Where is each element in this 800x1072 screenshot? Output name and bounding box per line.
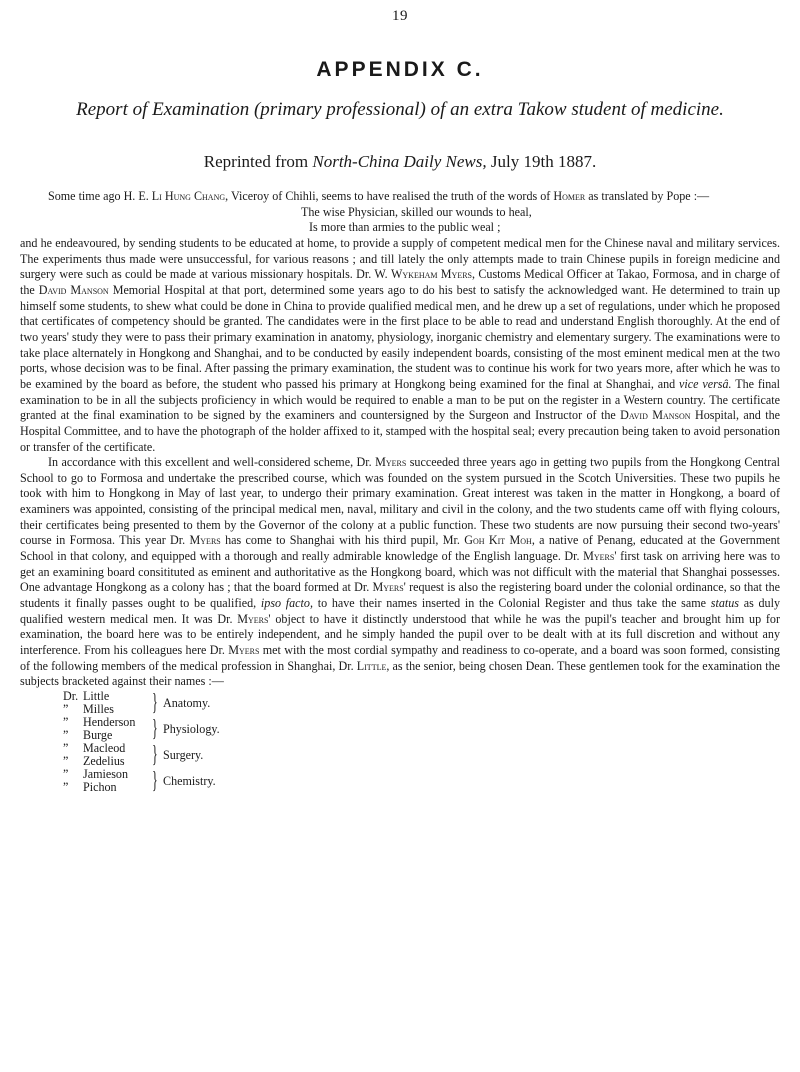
- examiner-name: Jamieson: [83, 767, 129, 781]
- examiner-name: Henderson: [83, 715, 136, 729]
- text-span: and he endeavoured, by sending students to be educated at home, to provide a supply of competent medical men for the Chinese naval and military services. The experiments thus made were unsuccessful, for various reasons ; and till lately the only attempts made to train Chinese pupils in foreign medicine and surgery were such as could be made at various missionary hospitals. Dr. W.: [20, 235, 780, 282]
- person-name: David Manson: [620, 408, 691, 423]
- person-name: Myers': [583, 549, 617, 564]
- examiner-prefix: ”: [63, 780, 69, 794]
- person-name: Wykeham Myers: [390, 267, 473, 282]
- text-span: succeeded three years ago in getting two pupils from the Hongkong Central School to go to Formosa and undertake the prescribed course, which was founded on the system pursued in the Scotch Universities. These two pupils he took with him to Hongkong in May of last year, to undergo their primary examination. Great interest was taken in the matter in Hongkong, a board of examiners was appointed, consisting of the principal medical men, naval, military and civil in the colony, and the two students came off with flying colours, their certificates being presented to them by the Governor of the colony at a public function. These two students are now pursuing their second two-years' course in Formosa. This year Dr.: [20, 455, 780, 548]
- examiner-names: [63, 716, 149, 742]
- text-span: as duly qualified western medical men. It was Dr.: [20, 596, 781, 626]
- examiner-group: [63, 742, 780, 768]
- brace-icon: }: [152, 716, 158, 742]
- latin-phrase: vice versâ.: [679, 376, 732, 391]
- person-name: Goh Kit Moh: [464, 533, 532, 548]
- person-name: Myers': [237, 611, 271, 626]
- person-name: David Manson: [38, 282, 109, 297]
- brace-icon: }: [152, 768, 158, 794]
- page-number: 19: [392, 8, 408, 24]
- examiner-group: [63, 690, 780, 716]
- text-span: first task on arriving here was to get an examining board consitituted as eminent and authoritative as the Hongkong board, which was not difficult with the material that Shanghai possesses. One advantage Hongkong as a colony has ; that the board formed at Dr.: [20, 549, 780, 595]
- report-title: Report of Examination (primary professional) of an extra Takow student of medicine.: [76, 99, 724, 120]
- person-name: Li Hung Chang: [151, 189, 226, 203]
- latin-phrase: status: [710, 596, 739, 611]
- text-span: Hospital, and the Hospital Committee, and to have the photograph of the holder affixed to it, stamped with the hospital seal; every precaution being taken to avoid personation or transfer of the certificate.: [20, 408, 780, 454]
- examiner-list: [63, 690, 780, 794]
- text-span: as translated by Pope :—: [588, 189, 710, 203]
- reprint-line: [0, 152, 800, 172]
- text-span: The final examination to be in all the subjects proficiency in which would be required to enable a man to be put on the register in a Western country. The certificate granted at the final examination to be signed by the examiners and countersigned by the Surgeon and Instructor of the: [20, 376, 780, 423]
- person-name: Myers: [189, 533, 221, 548]
- text-span: object to have it distinctly understood that while he was the pupil's teacher and brought him up for examination, the board here was to be entirely independent, and he simply handed the pupil over to be dealt with at its full discretion and without any interference. From his colleagues here Dr.: [20, 611, 780, 658]
- examiner-group: [63, 768, 780, 794]
- examiner-prefix: ”: [63, 741, 69, 755]
- reprint-prefix: Reprinted from: [203, 152, 309, 171]
- text-span: , Viceroy of Chihli, seems to have realised the truth of the words of: [225, 189, 551, 203]
- verse-line-1: The wise Physician, skilled our wounds to heal,: [301, 204, 532, 219]
- examiner-name: Zedelius: [83, 754, 125, 768]
- person-name: Myers': [372, 580, 406, 595]
- person-name: Little: [356, 658, 387, 673]
- text-span: Some time ago H. E.: [48, 189, 149, 203]
- text-span: , a native of Penang, educated at the Government School in that colony, and equipped with a thorough and really admirable knowledge of the English language. Dr.: [20, 533, 781, 564]
- text-span: , Customs Medical Officer at Takao, Formosa, and in charge of the: [20, 267, 781, 297]
- paragraph-1: [20, 189, 780, 205]
- examiner-prefix: Dr.: [63, 689, 79, 703]
- article-body: [20, 189, 780, 794]
- examiner-subject: Chemistry.: [163, 773, 216, 788]
- appendix-heading: APPENDIX C.: [316, 58, 484, 81]
- text-span: In accordance with this excellent and well-considered scheme, Dr.: [48, 455, 372, 470]
- person-name: Myers: [228, 643, 260, 658]
- text-span: request is also the registering board under the colonial ordinance, so that the students it finally passes ought to be qualified,: [20, 580, 780, 611]
- examiner-name: Pichon: [83, 780, 117, 794]
- examiner-name: Burge: [83, 728, 113, 742]
- brace-icon: }: [152, 742, 158, 768]
- examiner-subject: Surgery.: [163, 747, 204, 762]
- reprint-date: July 19th 1887.: [490, 152, 597, 171]
- examiner-prefix: ”: [63, 767, 69, 781]
- text-span: to have their names inserted in the Colonial Register and thus take the same: [317, 596, 707, 611]
- examiner-subject: Anatomy.: [163, 695, 211, 710]
- examiner-names: [63, 690, 149, 716]
- paragraph-2: [20, 236, 780, 455]
- person-name: Myers: [375, 455, 407, 470]
- text-span: Memorial Hospital at that port, determined some years ago to do his best to satisfy the acknowledged want. He determined to train up himself some students, to shew what could be done in China to provide qualified medical men, and he drew up a set of regulations, under which he proposed that certificates of competency should be granted. The candidates were in the first place to be able to read and understand English thoroughly. At the end of two years' study they were to pass their primary examination in anatomy, physiology, inorganic chemistry and elementary surgery. The examinations were to take place alternately in Hongkong and Shanghai, and to be conducted by easily independent boards, consisting of the most eminent medical men at the two ports, whose decision was to be final. After passing the primary examination, the student was to continue his work for two years more, after which he was to be examined by the board as before, the student who passed his primary at Hongkong being examined for the final at Shanghai, and: [20, 282, 780, 391]
- text-span: met with the most cordial sympathy and readiness to co-operate, and a board was soon formed, consisting of the following members of the medical profession in Shanghai, Dr.: [20, 643, 780, 673]
- examiner-names: [63, 768, 149, 794]
- verse-line-2: Is more than armies to the public weal ;: [309, 220, 501, 235]
- brace-icon: }: [152, 690, 158, 716]
- verse-quote: [20, 205, 780, 236]
- examiner-prefix: ”: [63, 702, 69, 716]
- examiner-group: [63, 716, 780, 742]
- examiner-name: Little: [83, 689, 110, 703]
- examiner-name: Macleod: [83, 741, 126, 755]
- examiner-row: [63, 781, 149, 794]
- examiner-subject: Physiology.: [163, 721, 220, 736]
- examiner-prefix: ”: [63, 728, 69, 742]
- examiner-name: Milles: [83, 702, 114, 716]
- examiner-prefix: ”: [63, 715, 69, 729]
- paragraph-3: [20, 455, 780, 690]
- examiner-prefix: ”: [63, 754, 69, 768]
- examiner-names: [63, 742, 149, 768]
- text-span: , as the senior, being chosen Dean. These gentlemen took for the examination the subjects bracketed against their names :—: [20, 658, 780, 689]
- latin-phrase: ipso facto,: [260, 596, 313, 611]
- person-name: Homer: [553, 189, 586, 203]
- text-span: has come to Shanghai with his third pupil, Mr.: [225, 533, 460, 548]
- reprint-source: North-China Daily News,: [312, 152, 487, 171]
